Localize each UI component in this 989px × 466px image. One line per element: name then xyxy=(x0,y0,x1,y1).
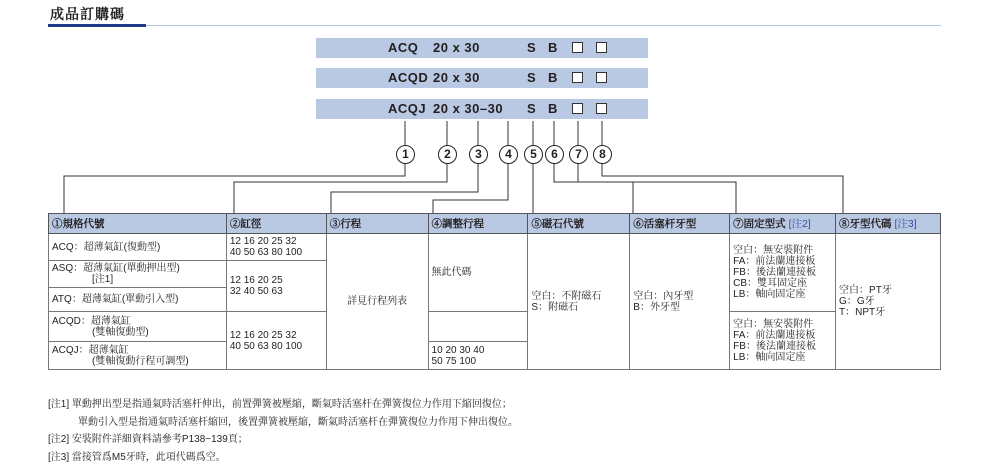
header-thread: ⑧牙型代碼 [注3] xyxy=(836,214,941,234)
header-stroke: ③行程 xyxy=(326,214,428,234)
table-row xyxy=(49,234,941,261)
note-3: [注3] 當接管爲M5牙時，此項代碼爲空。 xyxy=(48,451,226,463)
code-s: S xyxy=(527,40,537,55)
spec-cell: ACQD：超薄氣缸 (雙軸復動型) xyxy=(49,312,227,342)
spec-cell: ACQJ：超薄氣缸 (雙軸復動行程可調型) xyxy=(49,342,227,370)
mount-cell: 空白：無安裝附件 FA：前法蘭連接板 FB：後法蘭連接板 LB：軸向固定座 xyxy=(730,312,836,370)
header-spec: ①規格代號 xyxy=(49,214,227,234)
position-marker: 1 xyxy=(396,145,415,164)
table-row xyxy=(49,312,941,342)
header-magnet: ⑤磁石代號 xyxy=(528,214,630,234)
position-marker: 7 xyxy=(569,145,588,164)
position-marker: 8 xyxy=(593,145,612,164)
table-header-row xyxy=(49,214,941,234)
position-marker: 5 xyxy=(524,145,543,164)
bore-cell: 12 16 20 25 32 40 50 63 xyxy=(226,261,326,312)
spec-cell: ACQ：超薄氣缸(復動型) xyxy=(49,234,227,261)
code-model: ACQD xyxy=(388,70,429,85)
code-size: 20 x 30–30 xyxy=(433,101,504,116)
header-rod: ⑥活塞杆牙型 xyxy=(630,214,730,234)
header-adjust: ④調整行程 xyxy=(428,214,528,234)
position-marker: 4 xyxy=(499,145,518,164)
code-size: 20 x 30 xyxy=(433,70,480,85)
order-code-table xyxy=(48,213,941,370)
spec-cell: ASQ：超薄氣缸(單動押出型) [注1] xyxy=(49,261,227,288)
position-marker: 3 xyxy=(469,145,488,164)
footnotes xyxy=(48,396,518,466)
adjust-none-cell: 無此代碼 xyxy=(428,234,528,312)
rod-cell: 空白：內牙型 B：外牙型 xyxy=(630,234,730,370)
note-2: [注2] 安裝附件詳細資料請參考P138~139頁； xyxy=(48,434,248,445)
code-b: B xyxy=(548,101,558,116)
stroke-cell: 詳見行程列表 xyxy=(326,234,428,370)
code-s: S xyxy=(527,70,537,85)
code-s: S xyxy=(527,101,537,116)
note-1-continued: 單動引入型是指通氣時活塞杆縮回，後置彈簧被壓縮，斷氣時活塞杆在彈簧復位力作用下伸出復位。 xyxy=(78,416,518,428)
bore-cell: 12 16 20 25 32 40 50 63 80 100 xyxy=(226,234,326,261)
adjust-blank-cell xyxy=(428,312,528,342)
mount-cell: 空白：無安裝附件 FA：前法蘭連接板 FB：後法蘭連接板 CB：雙耳固定座 LB：軸向固定座 xyxy=(730,234,836,312)
position-marker: 6 xyxy=(545,145,564,164)
code-size: 20 x 30 xyxy=(433,40,480,55)
magnet-cell: 空白：不附磁石 S：附磁石 xyxy=(528,234,630,370)
position-marker: 2 xyxy=(438,145,457,164)
header-bore: ②缸徑 xyxy=(226,214,326,234)
page-title: 成品訂購碼 xyxy=(50,7,125,23)
code-b: B xyxy=(548,40,558,55)
code-model: ACQ xyxy=(388,40,419,55)
spec-cell: ATQ：超薄氣缸(單動引入型) xyxy=(49,288,227,312)
code-b: B xyxy=(548,70,558,85)
note-1: [注1] 單動押出型是指通氣時活塞杆伸出，前置彈簧被壓縮，斷氣時活塞杆在彈簧復位力作用下縮回復位； xyxy=(48,399,512,410)
code-model: ACQJ xyxy=(388,101,427,116)
bore-cell: 12 16 20 25 32 40 50 63 80 100 xyxy=(226,312,326,370)
adjust-values-cell: 10 20 30 40 50 75 100 xyxy=(428,342,528,370)
header-mount: ⑦固定型式 [注2] xyxy=(730,214,836,234)
thread-cell: 空白：PT牙 G：G牙 T：NPT牙 xyxy=(836,234,941,370)
